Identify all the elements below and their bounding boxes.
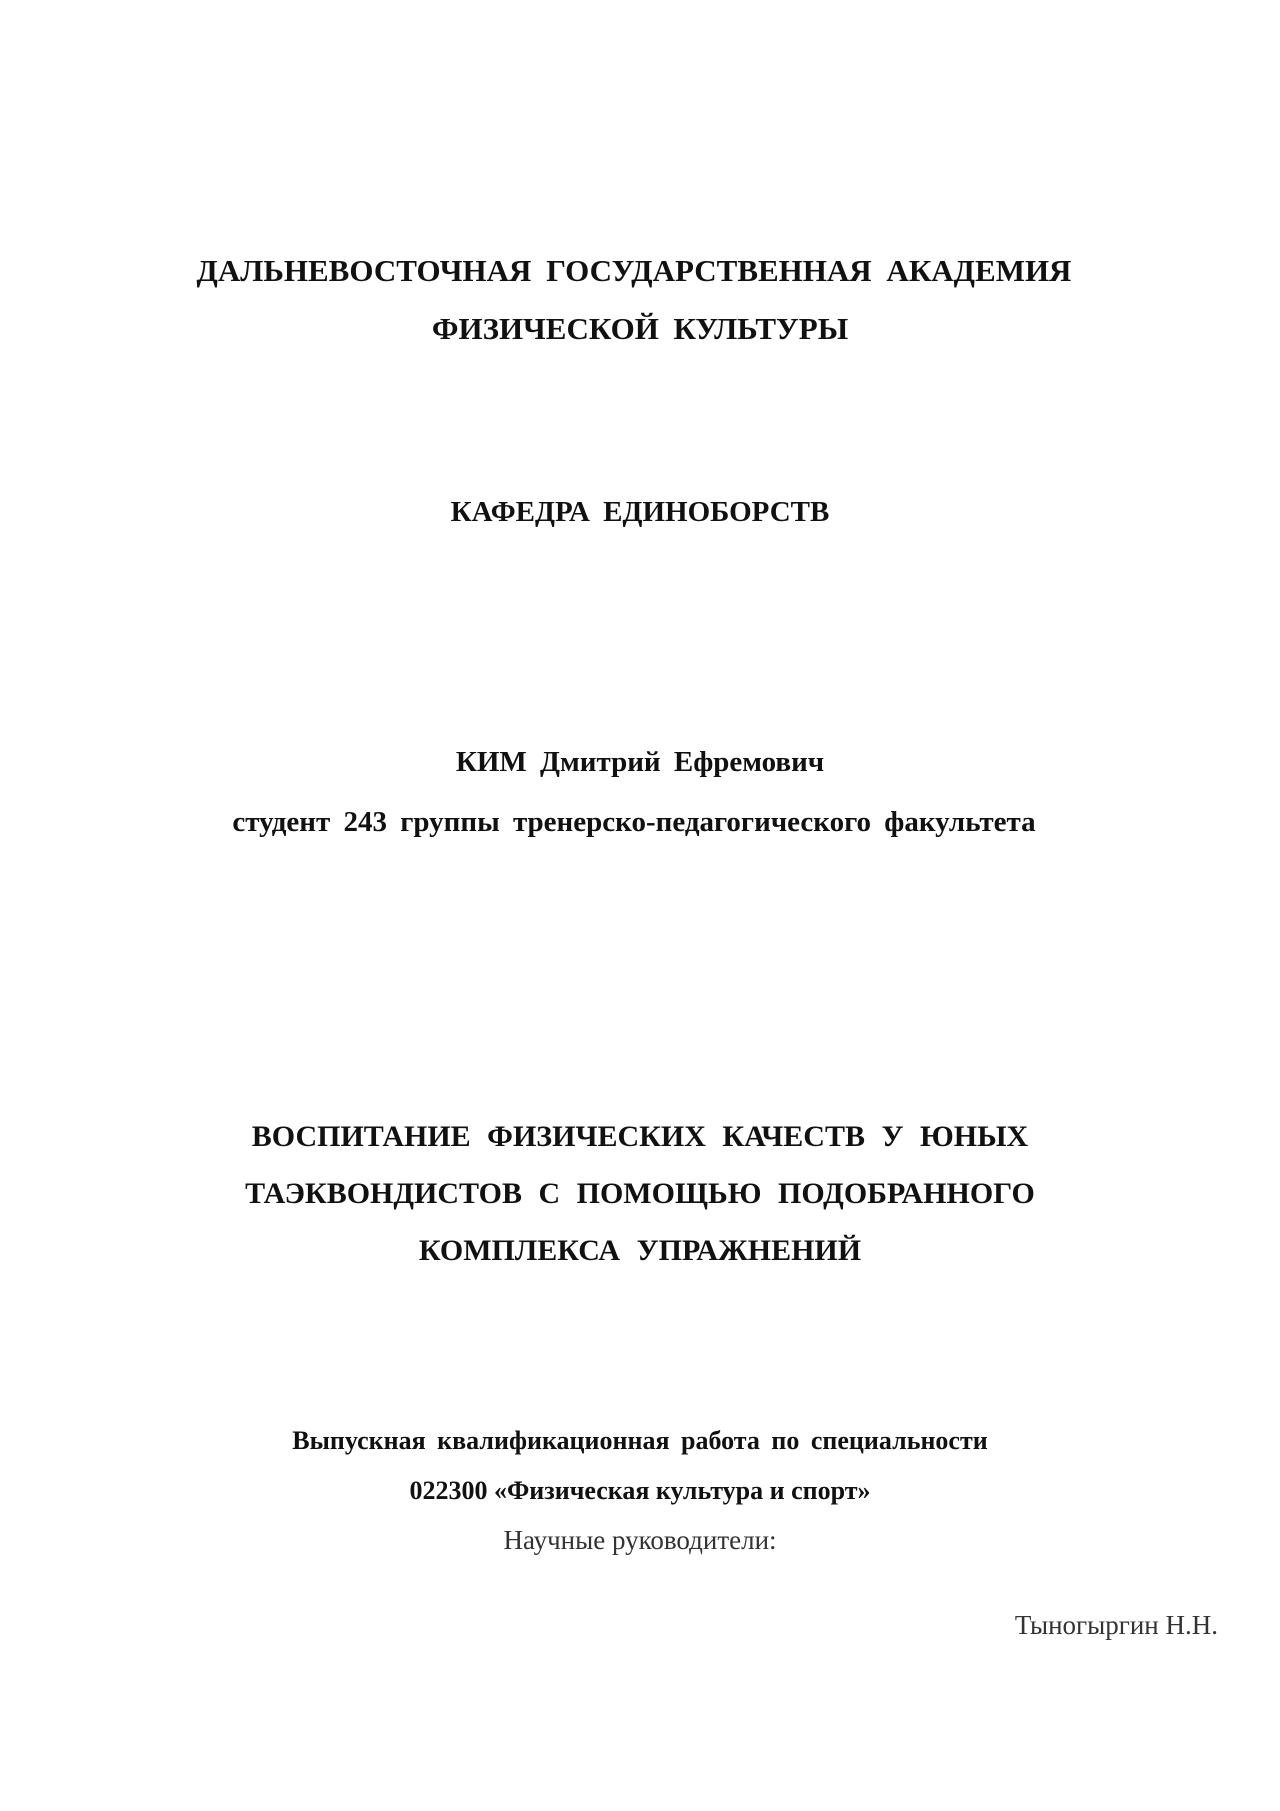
work-type-line-1: Выпускная квалификационная работа по специальности [292,1426,988,1455]
institution-name-line-2: ФИЗИЧЕСКОЙ КУЛЬТУРЫ [431,311,849,346]
department-name: КАФЕДРА ЕДИНОБОРСТВ [450,496,830,528]
thesis-title-line-2: ТАЭКВОНДИСТОВ С ПОМОЩЬЮ ПОДОБРАННОГО [245,1177,1035,1210]
supervisors-label: Научные руководители: [503,1525,777,1555]
supervisor-name: Тыногыргин Н.Н. [1014,1610,1218,1640]
author-name: КИМ Дмитрий Ефремович [455,746,825,778]
author-description: студент 243 группы тренерско-педагогического факультета [232,806,1036,838]
thesis-title-line-1: ВОСПИТАНИЕ ФИЗИЧЕСКИХ КАЧЕСТВ У ЮНЫХ [251,1120,1029,1153]
thesis-title-line-3: КОМПЛЕКСА УПРАЖНЕНИЙ [418,1234,862,1267]
work-type-line-2: 022300 «Физическая культура и спорт» [409,1476,871,1505]
institution-name-line-1: ДАЛЬНЕВОСТОЧНАЯ ГОСУДАРСТВЕННАЯ АКАДЕМИЯ [196,253,1072,288]
